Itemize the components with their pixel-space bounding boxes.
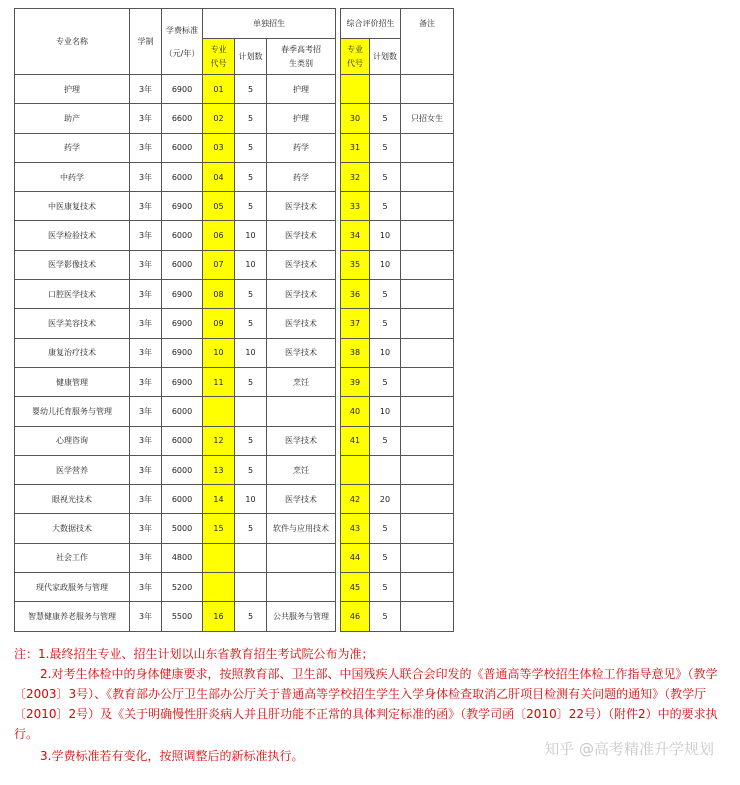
table-row: [341, 133, 454, 162]
spring-category-cell: 药学: [267, 133, 336, 162]
header-remark: 备注: [401, 9, 454, 75]
comp-plan-cell: 10: [370, 397, 401, 426]
table-row: [15, 250, 336, 279]
header-plan-count: 计划数: [235, 39, 267, 75]
spring-category-cell: 烹饪: [267, 455, 336, 484]
remark-cell: [401, 192, 454, 221]
duration-cell: 3年: [130, 543, 162, 572]
admission-table: [14, 8, 336, 632]
spring-category-cell: 护理: [267, 104, 336, 133]
comp-code-cell: 34: [341, 221, 370, 250]
duration-cell: 3年: [130, 485, 162, 514]
comp-code-cell: 38: [341, 338, 370, 367]
plan-count-cell: 5: [235, 133, 267, 162]
table-row: [15, 602, 336, 631]
table-row: [341, 602, 454, 631]
header-comp-code: 专业代号: [341, 39, 370, 75]
remark-cell: [401, 250, 454, 279]
major-code-cell: 16: [203, 602, 235, 631]
major-code-cell: 14: [203, 485, 235, 514]
comp-code-cell: 31: [341, 133, 370, 162]
tuition-cell: 6600: [162, 104, 203, 133]
comprehensive-table: [340, 8, 454, 632]
tuition-cell: 5200: [162, 573, 203, 602]
major-name-cell: 护理: [15, 75, 130, 104]
table-row: [341, 397, 454, 426]
comp-plan-cell: 5: [370, 602, 401, 631]
comp-code-cell: 40: [341, 397, 370, 426]
comp-code-cell: 46: [341, 602, 370, 631]
duration-cell: 3年: [130, 309, 162, 338]
major-name-cell: 医学影像技术: [15, 250, 130, 279]
spring-category-cell: 医学技术: [267, 192, 336, 221]
major-name-cell: 医学营养: [15, 455, 130, 484]
spring-category-cell: [267, 573, 336, 602]
remark-cell: [401, 573, 454, 602]
comp-code-cell: 33: [341, 192, 370, 221]
plan-count-cell: 5: [235, 280, 267, 309]
comp-code-cell: 45: [341, 573, 370, 602]
plan-count-cell: 5: [235, 75, 267, 104]
comp-code-cell: [341, 75, 370, 104]
table-row: [15, 485, 336, 514]
major-name-cell: 中药学: [15, 162, 130, 191]
major-name-cell: 眼视光技术: [15, 485, 130, 514]
comp-code-cell: 37: [341, 309, 370, 338]
tuition-cell: 6900: [162, 192, 203, 221]
duration-cell: 3年: [130, 221, 162, 250]
major-code-cell: 05: [203, 192, 235, 221]
duration-cell: 3年: [130, 133, 162, 162]
plan-count-cell: 10: [235, 221, 267, 250]
plan-count-cell: 5: [235, 455, 267, 484]
tuition-cell: 6000: [162, 485, 203, 514]
table-row: [341, 162, 454, 191]
remark-cell: [401, 162, 454, 191]
header-duration: 学制: [130, 9, 162, 75]
spring-category-cell: 药学: [267, 162, 336, 191]
major-name-cell: 健康管理: [15, 367, 130, 396]
tuition-cell: 5500: [162, 602, 203, 631]
table-row: [341, 543, 454, 572]
header-tuition-label: 学费标准: [166, 25, 198, 35]
comp-code-cell: 42: [341, 485, 370, 514]
comp-plan-cell: 10: [370, 338, 401, 367]
note-2: 2.对考生体检中的身体健康要求，按照教育部、卫生部、中国残疾人联合会印发的《普通高等学校招生体检工作指导意见》（教学〔2003〕3号）、《教育部办公厅卫生部办公厅关于普通高等学校招生学生入学身体检查取消乙肝项目检测有关问题的通知》（教学厅〔2010〕2号）及《关于明确慢性肝炎病人并且肝功能不正常的具体判定标准的函》（教学司函〔2010〕22号）（附件2）中的要求执行。: [14, 667, 718, 741]
major-name-cell: 医学美容技术: [15, 309, 130, 338]
table-row: [15, 192, 336, 221]
spring-category-cell: 公共服务与管理: [267, 602, 336, 631]
table-row: [341, 280, 454, 309]
table-row: [341, 192, 454, 221]
tuition-cell: 6000: [162, 221, 203, 250]
admission-table-body: [15, 75, 336, 632]
comp-code-cell: [341, 455, 370, 484]
spring-category-cell: 医学技术: [267, 309, 336, 338]
major-name-cell: 社会工作: [15, 543, 130, 572]
watermark: 知乎 @高考精准升学规划: [544, 740, 714, 758]
duration-cell: 3年: [130, 602, 162, 631]
major-code-cell: 15: [203, 514, 235, 543]
plan-count-cell: 5: [235, 309, 267, 338]
plan-count-cell: [235, 397, 267, 426]
major-name-cell: 康复治疗技术: [15, 338, 130, 367]
note-1: 注：1.最终招生专业、招生计划以山东省教育招生考试院公布为准；: [14, 647, 374, 661]
plan-count-cell: 10: [235, 485, 267, 514]
duration-cell: 3年: [130, 104, 162, 133]
major-name-cell: 现代家政服务与管理: [15, 573, 130, 602]
major-code-cell: 07: [203, 250, 235, 279]
duration-cell: 3年: [130, 280, 162, 309]
duration-cell: 3年: [130, 338, 162, 367]
table-row: [341, 514, 454, 543]
table-row: [15, 75, 336, 104]
spring-category-cell: [267, 397, 336, 426]
major-code-cell: 06: [203, 221, 235, 250]
comp-code-cell: 39: [341, 367, 370, 396]
comp-plan-cell: [370, 455, 401, 484]
plan-count-cell: [235, 543, 267, 572]
major-code-cell: 09: [203, 309, 235, 338]
comp-code-cell: 30: [341, 104, 370, 133]
table-row: [341, 104, 454, 133]
major-name-cell: 智慧健康养老服务与管理: [15, 602, 130, 631]
major-code-cell: 10: [203, 338, 235, 367]
table-row: [15, 133, 336, 162]
plan-count-cell: 5: [235, 104, 267, 133]
remark-cell: [401, 485, 454, 514]
table-row: [15, 280, 336, 309]
comp-plan-cell: 5: [370, 543, 401, 572]
comp-plan-cell: 5: [370, 104, 401, 133]
major-code-cell: 01: [203, 75, 235, 104]
major-code-cell: [203, 573, 235, 602]
remark-cell: [401, 280, 454, 309]
table-row: [341, 338, 454, 367]
duration-cell: 3年: [130, 162, 162, 191]
major-code-cell: 12: [203, 426, 235, 455]
table-row: [15, 397, 336, 426]
table-row: [15, 514, 336, 543]
table-row: [15, 573, 336, 602]
spring-category-cell: 烹饪: [267, 367, 336, 396]
header-major-code: 专业代号: [203, 39, 235, 75]
spring-category-cell: 医学技术: [267, 485, 336, 514]
header-comprehensive: 综合评价招生: [341, 9, 401, 39]
comp-plan-cell: 10: [370, 250, 401, 279]
major-code-cell: 08: [203, 280, 235, 309]
spring-category-cell: 医学技术: [267, 338, 336, 367]
comp-plan-cell: 5: [370, 514, 401, 543]
comp-code-cell: 44: [341, 543, 370, 572]
major-name-cell: 婴幼儿托育服务与管理: [15, 397, 130, 426]
comp-plan-cell: 5: [370, 573, 401, 602]
table-row: [341, 426, 454, 455]
spring-category-cell: 医学技术: [267, 221, 336, 250]
comp-plan-cell: 5: [370, 192, 401, 221]
duration-cell: 3年: [130, 514, 162, 543]
major-code-cell: 11: [203, 367, 235, 396]
plan-count-cell: 5: [235, 514, 267, 543]
major-code-cell: 04: [203, 162, 235, 191]
header-major-name: 专业名称: [15, 9, 130, 75]
comp-plan-cell: 10: [370, 221, 401, 250]
table-row: [15, 221, 336, 250]
tuition-cell: 6000: [162, 426, 203, 455]
plan-count-cell: 10: [235, 250, 267, 279]
spring-category-cell: [267, 543, 336, 572]
comp-plan-cell: [370, 75, 401, 104]
major-code-cell: [203, 397, 235, 426]
comprehensive-table-body: [341, 75, 454, 632]
table-row: [341, 367, 454, 396]
comp-code-cell: 36: [341, 280, 370, 309]
tuition-cell: 6900: [162, 280, 203, 309]
duration-cell: 3年: [130, 250, 162, 279]
major-name-cell: 药学: [15, 133, 130, 162]
table-row: [15, 338, 336, 367]
plan-count-cell: 5: [235, 602, 267, 631]
table-row: [15, 162, 336, 191]
spring-category-cell: 医学技术: [267, 426, 336, 455]
table-row: [15, 309, 336, 338]
table-row: [341, 573, 454, 602]
duration-cell: 3年: [130, 573, 162, 602]
major-name-cell: 中医康复技术: [15, 192, 130, 221]
table-row: [15, 104, 336, 133]
header-spring-category: 春季高考招生类别: [267, 39, 336, 75]
remark-cell: [401, 543, 454, 572]
plan-count-cell: 5: [235, 192, 267, 221]
remark-cell: [401, 309, 454, 338]
table-row: [341, 250, 454, 279]
tuition-cell: 4800: [162, 543, 203, 572]
tuition-cell: 6900: [162, 367, 203, 396]
remark-cell: [401, 338, 454, 367]
table-row: [15, 367, 336, 396]
table-row: [341, 309, 454, 338]
remark-cell: [401, 75, 454, 104]
major-code-cell: 02: [203, 104, 235, 133]
comp-plan-cell: 5: [370, 309, 401, 338]
table-row: [15, 426, 336, 455]
plan-count-cell: 5: [235, 426, 267, 455]
plan-count-cell: 5: [235, 162, 267, 191]
header-tuition-unit: （元/年）: [164, 48, 200, 58]
duration-cell: 3年: [130, 426, 162, 455]
major-name-cell: 心理咨询: [15, 426, 130, 455]
table-row: [341, 221, 454, 250]
tuition-cell: 6000: [162, 397, 203, 426]
comp-plan-cell: 5: [370, 280, 401, 309]
remark-cell: [401, 602, 454, 631]
remark-cell: [401, 133, 454, 162]
tuition-cell: 6000: [162, 250, 203, 279]
comp-plan-cell: 5: [370, 426, 401, 455]
comp-plan-cell: 5: [370, 367, 401, 396]
spring-category-cell: 软件与应用技术: [267, 514, 336, 543]
spring-category-cell: 医学技术: [267, 280, 336, 309]
table-row: [341, 485, 454, 514]
remark-cell: [401, 426, 454, 455]
header-comp-plan: 计划数: [370, 39, 401, 75]
duration-cell: 3年: [130, 455, 162, 484]
remark-cell: [401, 397, 454, 426]
major-name-cell: 医学检验技术: [15, 221, 130, 250]
spring-category-cell: 医学技术: [267, 250, 336, 279]
tuition-cell: 5000: [162, 514, 203, 543]
remark-cell: 只招女生: [401, 104, 454, 133]
duration-cell: 3年: [130, 397, 162, 426]
tuition-cell: 6000: [162, 162, 203, 191]
plan-count-cell: 10: [235, 338, 267, 367]
duration-cell: 3年: [130, 192, 162, 221]
table-row: [341, 75, 454, 104]
tuition-cell: 6900: [162, 75, 203, 104]
comp-code-cell: 35: [341, 250, 370, 279]
comp-plan-cell: 5: [370, 162, 401, 191]
duration-cell: 3年: [130, 75, 162, 104]
spring-category-cell: 护理: [267, 75, 336, 104]
table-row: [15, 455, 336, 484]
tuition-cell: 6000: [162, 455, 203, 484]
remark-cell: [401, 367, 454, 396]
comp-plan-cell: 5: [370, 133, 401, 162]
major-code-cell: [203, 543, 235, 572]
tuition-cell: 6900: [162, 309, 203, 338]
plan-count-cell: 5: [235, 367, 267, 396]
remark-cell: [401, 514, 454, 543]
table-row: [15, 543, 336, 572]
remark-cell: [401, 455, 454, 484]
remark-cell: [401, 221, 454, 250]
header-single-recruit: 单独招生: [203, 9, 336, 39]
plan-count-cell: [235, 573, 267, 602]
major-name-cell: 助产: [15, 104, 130, 133]
major-name-cell: 口腔医学技术: [15, 280, 130, 309]
tuition-cell: 6900: [162, 338, 203, 367]
note-3: 3.学费标准若有变化，按照调整后的新标准执行。: [40, 749, 304, 763]
major-code-cell: 03: [203, 133, 235, 162]
comp-plan-cell: 20: [370, 485, 401, 514]
header-tuition: [162, 9, 203, 75]
comp-code-cell: 41: [341, 426, 370, 455]
comp-code-cell: 43: [341, 514, 370, 543]
comp-code-cell: 32: [341, 162, 370, 191]
major-name-cell: 大数据技术: [15, 514, 130, 543]
table-row: [341, 455, 454, 484]
duration-cell: 3年: [130, 367, 162, 396]
major-code-cell: 13: [203, 455, 235, 484]
tuition-cell: 6000: [162, 133, 203, 162]
